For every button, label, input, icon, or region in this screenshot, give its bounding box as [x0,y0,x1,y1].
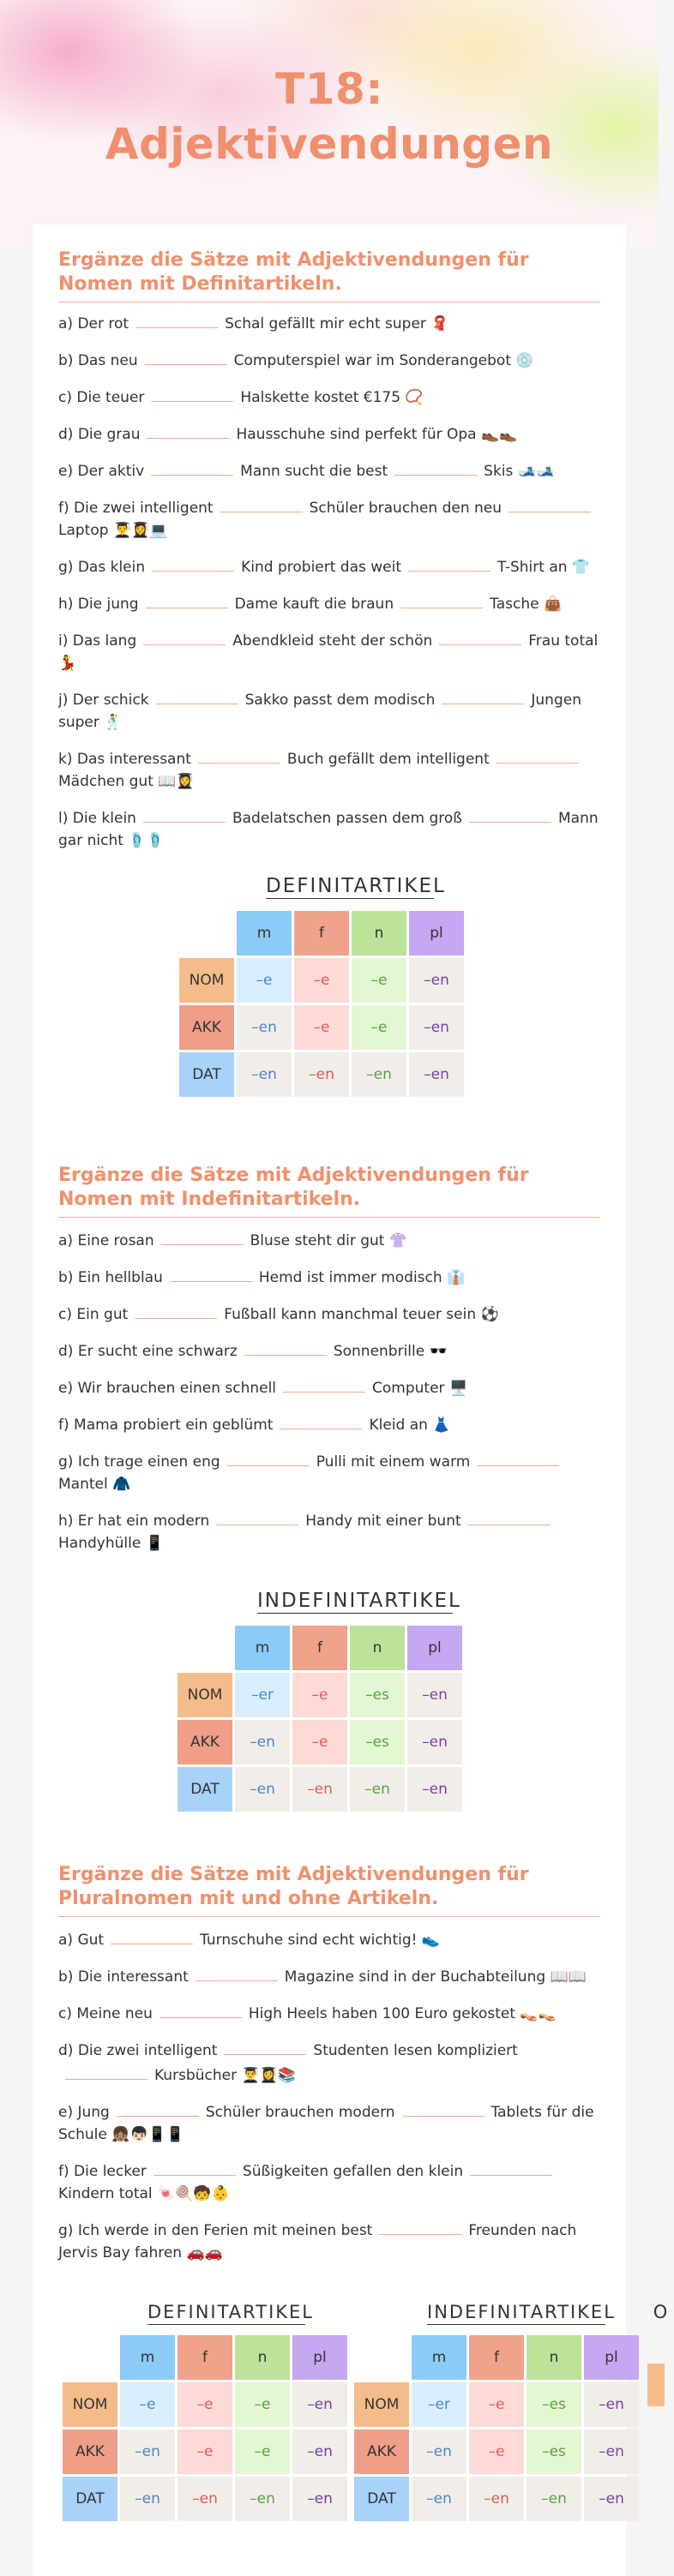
case-label-akk: AKK [178,1720,232,1764]
answer-blank[interactable] [111,1926,193,1944]
sentence-text: Dame kauft die braun [234,596,394,613]
sentence-text: a) Gut [58,1932,105,1949]
sentence-text: e) Der aktiv [58,463,145,480]
answer-blank[interactable] [143,805,226,823]
ending-cell: –en [292,2382,347,2427]
sentence-text: Sakko passt dem modisch [244,692,436,709]
table-indef-title: INDEFINITARTIKEL [257,1590,461,1612]
sentence-text: g) Ich werde in den Ferien mit meinen best [58,2222,373,2239]
sentence-text: Studenten lesen kompliziert [313,2042,518,2059]
ending-cell: –e [178,2429,232,2474]
ending-cell: –en [235,1767,290,1812]
answer-blank[interactable] [469,805,551,823]
answer-blank[interactable] [283,1375,365,1393]
section1-sentence [58,590,607,615]
sentence-text: Mantel 🧥 [58,1476,131,1493]
ending-cell: –en [469,2477,524,2521]
answer-blank[interactable] [135,1301,217,1319]
sentence-text: Mann gar nicht 🩴🩴 [58,810,599,849]
ending-cell: –e [292,1673,347,1717]
ending-cell: –e [352,1005,406,1050]
section2-sentences [58,1227,607,1567]
section2-heading: Ergänze die Sätze mit Adjektivendungen für Nomen mit Indefinitartikeln. [58,1164,600,1218]
table-corner [354,2335,409,2380]
section3-sentence [58,1963,607,1988]
answer-blank[interactable] [468,1507,551,1525]
case-label-nom: NOM [178,1673,232,1717]
ending-cell: –en [412,2477,466,2521]
sentence-text: Magazine sind in der Buchabteilung 📖📖 [284,1968,587,1986]
section1-sentence [58,554,607,578]
sentence-text: Jungen super 🕺 [58,692,581,731]
case-label-dat: DAT [354,2477,409,2521]
answer-blank[interactable] [161,1227,244,1245]
gender-header-m: m [120,2335,175,2380]
sentence-text: g) Ich trage einen eng [58,1453,220,1471]
ending-cell: –er [235,1673,290,1717]
section2-sentence [58,1411,607,1436]
sentence-text: Kindern total 🍬🍭🧒👶 [58,2185,230,2202]
bottom-indef-title: INDEFINITARTIKEL [427,2300,605,2325]
sentence-text: Computer 🖥️ [372,1380,468,1397]
sentence-text: l) Die klein [58,810,136,827]
ending-cell: –en [412,2429,466,2474]
section1-sentence [58,384,607,409]
ending-cell: –en [407,1720,462,1764]
answer-blank[interactable] [152,554,234,572]
case-label-nom: NOM [354,2382,409,2427]
section2-sentence [58,1301,607,1326]
ending-cell: –en [292,2477,347,2521]
case-label-dat: DAT [179,1052,234,1097]
gender-header-pl: pl [407,1626,462,1670]
answer-blank[interactable] [220,494,303,512]
answer-blank[interactable] [151,458,233,476]
answer-blank[interactable] [439,627,521,645]
ending-cell: –en [527,2477,581,2521]
answer-blank[interactable] [145,347,227,365]
sentence-text: j) Der schick [58,692,149,709]
table-def-title: DEFINITARTIKEL [266,875,446,897]
answer-blank[interactable] [379,2217,461,2235]
section1-heading: Ergänze die Sätze mit Adjektivendungen für Nomen mit Definitartikeln. [58,249,600,303]
ending-cell: –e [235,2382,290,2427]
sentence-text: Tablets für die Schule 👧🏽👦🏻📱📱 [58,2104,594,2143]
sentence-text: Freunden nach Jervis Bay fahren 🚗🚗 [58,2222,577,2261]
sentence-text: Mädchen gut 📖👩‍🎓 [58,773,195,790]
bottom-table-indefinitartikel [352,2333,641,2524]
answer-blank[interactable] [151,384,233,402]
sentence-text: Kleid an 👗 [369,1417,451,1434]
gender-header-f: f [178,2335,232,2380]
table-corner [179,911,234,956]
section1-sentence [58,494,607,542]
ending-cell: –es [527,2429,581,2474]
sentence-text: Laptop 👨‍🎓👩‍🎓💻 [58,522,168,539]
section2-sentence [58,1507,607,1555]
ending-cell: –e [292,1720,347,1764]
case-label-akk: AKK [354,2429,409,2474]
sentence-text: Fußball kann manchmal teuer sein ⚽ [224,1306,499,1323]
answer-blank[interactable] [156,686,238,704]
answer-blank[interactable] [159,2000,242,2018]
ending-cell: –en [178,2477,232,2521]
section1-sentence [58,458,607,482]
gender-header-pl: pl [584,2335,639,2380]
section2-sentence [58,1338,607,1363]
answer-blank[interactable] [153,2158,236,2176]
case-label-nom: NOM [179,958,234,1003]
answer-blank[interactable] [509,494,591,512]
sentence-text: T-Shirt an 👕 [497,559,591,576]
ending-cell: –e [178,2382,232,2427]
section2-sentence [58,1264,607,1289]
gender-header-n: n [350,1626,405,1670]
section1-sentence [58,347,607,372]
sentence-text: d) Er sucht eine schwarz [58,1343,238,1360]
answer-blank[interactable] [496,746,579,764]
gender-header-f: f [294,911,349,956]
sentence-text: High Heels haben 100 Euro gekostet 👡👡 [248,2005,557,2022]
answer-blank[interactable] [65,2062,147,2080]
answer-blank[interactable] [147,421,229,439]
ending-cell: –en [407,1673,462,1717]
gender-header-pl: pl [409,911,464,956]
sentence-text: Mann sucht die best [240,463,388,480]
answer-blank[interactable] [146,590,228,608]
ending-cell: –en [409,1005,464,1050]
sentence-text: Schüler brauchen modern [205,2104,395,2121]
section3-sentence [58,2000,607,2025]
sentence-text: d) Die grau [58,426,141,443]
page-title: T18: Adjektivendungen [105,64,554,169]
sentence-text: Buch gefällt dem intelligent [286,751,490,768]
answer-blank[interactable] [117,2099,199,2117]
case-label-akk: AKK [63,2429,117,2474]
sentence-text: a) Der rot [58,315,129,332]
answer-blank[interactable] [394,458,477,476]
table-indefinitartikel [175,1623,465,1814]
answer-blank[interactable] [143,627,226,645]
section2-sentence [58,1448,607,1495]
answer-blank[interactable] [227,1448,310,1466]
sentence-text: f) Mama probiert ein geblümt [58,1417,274,1434]
ending-cell: –e [235,2429,290,2474]
answer-blank[interactable] [224,2037,306,2055]
header-banner [0,0,659,249]
section3-sentence [58,2099,607,2146]
gender-header-f: f [292,1626,347,1670]
ending-cell: –en [235,1720,290,1764]
sentence-text: Süßigkeiten gefallen den klein [242,2163,464,2180]
ending-cell: –es [350,1720,405,1764]
answer-blank[interactable] [400,590,483,608]
table-corner [63,2335,117,2380]
sentence-text: Computerspiel war im Sonderangebot 💿 [233,352,534,369]
section1-sentence [58,805,607,852]
section3-heading: Ergänze die Sätze mit Adjektivendungen für Pluralnomen mit und ohne Artikeln. [58,1863,600,1917]
answer-blank[interactable] [216,1507,298,1525]
sentence-text: Schüler brauchen den neu [309,500,502,517]
ending-cell: –es [527,2382,581,2427]
sentence-text: e) Jung [58,2104,110,2121]
answer-blank[interactable] [244,1338,327,1356]
ending-cell: –en [237,1005,292,1050]
case-label-dat: DAT [178,1767,232,1812]
ending-cell: –en [584,2382,639,2427]
ending-cell: –e [294,1005,349,1050]
answer-blank[interactable] [198,746,280,764]
bottom-third-title: O [653,2302,670,2322]
section1-sentences [58,310,607,864]
section3-sentence [58,1926,607,1951]
gender-header-f: f [469,2335,524,2380]
sentence-text: f) Die lecker [58,2163,147,2180]
case-label-akk: AKK [179,1005,234,1050]
sentence-text: Hausschuhe sind perfekt für Opa 👞👞 [236,426,518,443]
sentence-text: Abendkleid steht der schön [232,632,433,650]
bottom-third-table-edge [647,2363,665,2406]
ending-cell: –e [237,958,292,1003]
ending-cell: –e [120,2382,175,2427]
ending-cell: –e [469,2382,524,2427]
sentence-text: Hemd ist immer modisch 👔 [258,1269,466,1286]
answer-blank[interactable] [280,1411,362,1429]
sentence-text: e) Wir brauchen einen schnell [58,1380,277,1397]
ending-cell: –e [469,2429,524,2474]
section2-sentence [58,1227,607,1252]
ending-cell: –en [292,2429,347,2474]
table-definitartikel [177,908,466,1099]
gender-header-m: m [235,1626,290,1670]
sentence-text: f) Die zwei intelligent [58,500,214,517]
ending-cell: –en [409,958,464,1003]
section1-sentence [58,421,607,446]
sentence-text: Sonnenbrille 🕶️ [333,1343,448,1360]
ending-cell: –en [584,2477,639,2521]
case-label-dat: DAT [63,2477,117,2521]
sentence-text: Frau total 💃 [58,632,599,672]
gender-header-m: m [237,911,292,956]
case-label-nom: NOM [63,2382,117,2427]
sentence-text: b) Das neu [58,352,138,369]
ending-cell: –en [235,2477,290,2521]
sentence-text: Skis 🎿🎿 [484,463,555,480]
sentence-text: k) Das interessant [58,751,191,768]
bottom-def-title: DEFINITARTIKEL [147,2300,305,2325]
sentence-text: Turnschuhe sind echt wichtig! 👟 [200,1932,441,1949]
ending-cell: –en [407,1767,462,1812]
ending-cell: –en [350,1767,405,1812]
gender-header-m: m [412,2335,466,2380]
ending-cell: –er [412,2382,466,2427]
sentence-text: c) Die teuer [58,389,145,406]
answer-blank[interactable] [135,310,218,328]
sentence-text: Kursbücher 👨‍🎓👩‍🎓📚 [154,2067,296,2084]
sentence-text: b) Ein hellblau [58,1269,163,1286]
ending-cell: –en [120,2429,175,2474]
ending-cell: –en [292,1767,347,1812]
sentence-text: h) Er hat ein modern [58,1513,210,1530]
ending-cell: –en [294,1052,349,1097]
gender-header-n: n [352,911,406,956]
sentence-text: d) Die zwei intelligent [58,2042,218,2059]
sentence-text: Kind probiert das weit [241,559,402,576]
sentence-text: Pulli mit einem warm [316,1453,471,1471]
answer-blank[interactable] [196,1963,278,1981]
gender-header-pl: pl [292,2335,347,2380]
sentence-text: g) Das klein [58,559,146,576]
section1-sentence [58,310,607,335]
answer-blank[interactable] [477,1448,559,1466]
sentence-text: Schal gefällt mir echt super 🧣 [225,315,449,332]
ending-cell: –en [584,2429,639,2474]
ending-cell: –en [237,1052,292,1097]
worksheet-card [33,225,626,2576]
sentence-text: Handyhülle 📱 [58,1535,164,1552]
sentence-text: c) Ein gut [58,1306,129,1323]
sentence-text: Badelatschen passen dem groß [232,810,463,827]
sentence-text: Halskette kostet €175 📿 [240,389,424,406]
section2-sentence [58,1375,607,1399]
section3-sentence [58,2037,607,2087]
sentence-text: Bluse steht dir gut 👚 [250,1232,408,1249]
bottom-tables-strip [0,2290,670,2576]
sentence-text: Handy mit einer bunt [305,1513,461,1530]
section1-sentence [58,627,607,674]
answer-blank[interactable] [470,2158,552,2176]
ending-cell: –e [294,958,349,1003]
section3-sentence [58,2217,607,2264]
table-corner [178,1626,232,1670]
ending-cell: –es [350,1673,405,1717]
answer-blank[interactable] [408,554,490,572]
sentence-text: Tasche 👜 [490,596,563,613]
sentence-text: h) Die jung [58,596,139,613]
sentence-text: a) Eine rosan [58,1232,154,1249]
ending-cell: –e [352,958,406,1003]
sentence-text: b) Die interessant [58,1968,189,1986]
sentence-text: c) Meine neu [58,2005,153,2022]
gender-header-n: n [235,2335,290,2380]
section1-sentence [58,686,607,734]
answer-blank[interactable] [442,686,524,704]
answer-blank[interactable] [170,1264,252,1282]
sentence-text: i) Das lang [58,632,137,650]
ending-cell: –en [409,1052,464,1097]
bottom-table-definitartikel [60,2333,350,2524]
ending-cell: –en [120,2477,175,2521]
ending-cell: –en [352,1052,406,1097]
section1-sentence [58,746,607,793]
section3-sentence [58,2158,607,2205]
gender-header-n: n [527,2335,581,2380]
section3-sentences [58,1926,607,2276]
answer-blank[interactable] [402,2099,484,2117]
